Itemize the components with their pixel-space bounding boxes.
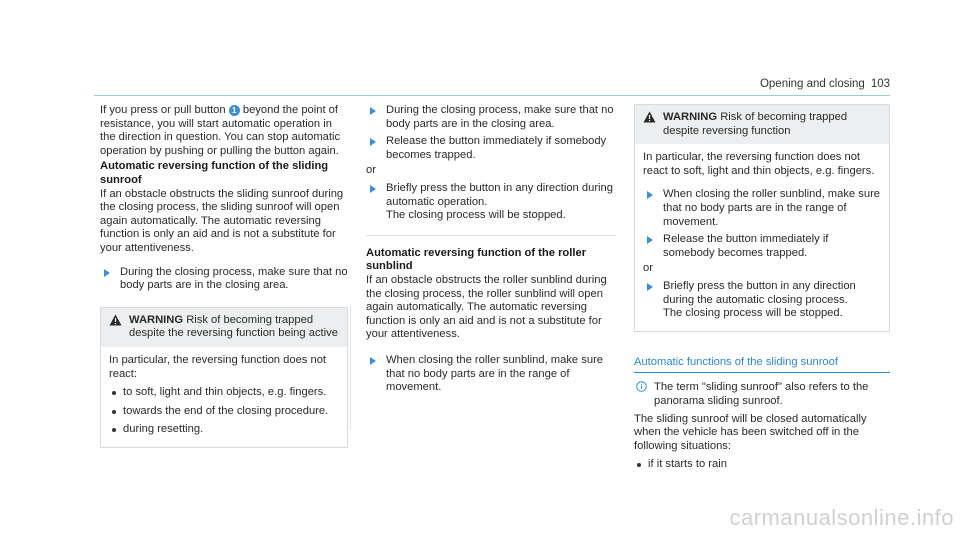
warning-box [634, 104, 890, 332]
automatic-close-paragraph: The sliding sunroof will be closed automatically when the vehicle has been switched off in the following situations: [634, 412, 867, 452]
note-text: The term "sliding sunroof" also refers to the panorama sliding sunroof. [654, 381, 869, 407]
intro-paragraph [100, 104, 348, 158]
section-divider [366, 235, 616, 236]
step-item [643, 280, 881, 321]
step-text: Briefly press the button in any direction during the automatic closing process. [663, 279, 856, 306]
step-item [366, 354, 616, 395]
step-text: Briefly press the button in any direction during automatic operation. [386, 181, 613, 208]
heading-sunroof-reversing: Automatic reversing function of the sliding sunroof [100, 160, 329, 186]
warning-title: WARNING [663, 111, 718, 123]
warning-body [635, 144, 889, 331]
step-result-text: The closing process will be stopped. [663, 307, 843, 320]
list-item: if it starts to rain [634, 458, 890, 472]
warning-header [635, 105, 889, 144]
warning-subtitle: Risk of becoming trapped despite the reversing function being active [129, 313, 338, 340]
sunblind-reversing-paragraph: If an obstacle obstructs the roller sunblind during the closing process, the roller sunblind will open again automatically. The automatic reversing function is only an aid and is not a substitute for your attentiveness. [366, 273, 607, 341]
warning-icon [109, 314, 122, 326]
warning-header [101, 308, 347, 347]
sunroof-reversing-paragraph: If an obstacle obstructs the sliding sunroof during the closing process, the sliding sunroof will open again automatically. The automatic reversing function is only an aid and is not a substitute for your attentiveness. [100, 187, 344, 254]
step-text: Release the button immediately if somebody becomes trapped. [663, 233, 829, 259]
step-arrow-icon [370, 357, 376, 365]
header-rule [94, 95, 890, 96]
warning-intro: In particular, the reversing function does not react: [109, 353, 327, 380]
info-note [634, 381, 890, 408]
warning-icon [643, 111, 656, 123]
step-item [643, 233, 881, 260]
step-item [643, 188, 881, 229]
heading-automatic-functions: Automatic functions of the sliding sunroof [634, 356, 890, 374]
step-item [100, 266, 348, 293]
warning-body [101, 347, 347, 447]
heading-sunblind-reversing: Automatic reversing function of the roller sunblind [366, 246, 587, 273]
intro-text-2: beyond the point of resistance, you will start automatic operation in the direction in question. You can stop automatic operation by pushing or pulling the button again. [100, 104, 341, 157]
step-item [366, 104, 616, 131]
step-text: When closing the roller sunblind, make sure that no body parts are in the range of movement. [663, 188, 881, 228]
list-item: towards the end of the closing procedure. [109, 405, 339, 419]
column-divider [350, 306, 351, 430]
step-text: During the closing process, make sure that no body parts are in the closing area. [386, 104, 614, 130]
warning-box [100, 307, 348, 448]
watermark: carmanualsonline.info [729, 505, 954, 531]
step-arrow-icon [647, 236, 653, 244]
button-1-badge: 1 [229, 105, 240, 116]
step-result-text: The closing process will be stopped. [386, 209, 566, 222]
list-item: to soft, light and thin objects, e.g. fingers. [109, 386, 339, 400]
step-text: Release the button immediately if somebody becomes trapped. [386, 135, 607, 161]
step-text: When closing the roller sunblind, make sure that no body parts are in the range of movement. [386, 353, 604, 394]
warning-intro: In particular, the reversing function does not react to soft, light and thin objects, e.g. fingers. [643, 151, 875, 177]
step-arrow-icon [370, 185, 376, 193]
step-arrow-icon [647, 283, 653, 291]
step-arrow-icon [647, 191, 653, 199]
section-title: Opening and closing [759, 78, 865, 90]
column-1 [100, 104, 348, 448]
running-header [760, 78, 890, 92]
step-arrow-icon [370, 107, 376, 115]
column-2 [366, 104, 616, 395]
step-item [366, 182, 616, 223]
list-item: during resetting. [109, 423, 339, 437]
info-icon [636, 381, 647, 392]
intro-text-1: If you press or pull button [100, 104, 226, 116]
or-label: or [643, 262, 653, 275]
warning-title: WARNING [129, 313, 184, 326]
column-3 [634, 104, 890, 472]
step-arrow-icon [370, 138, 376, 146]
warning-subtitle: Risk of becoming trapped despite reversing function [663, 111, 848, 137]
step-item [366, 135, 616, 162]
step-arrow-icon [104, 269, 110, 277]
or-label: or [366, 164, 376, 177]
step-text: During the closing process, make sure that no body parts are in the closing area. [120, 265, 348, 292]
page-number: 103 [870, 78, 890, 90]
